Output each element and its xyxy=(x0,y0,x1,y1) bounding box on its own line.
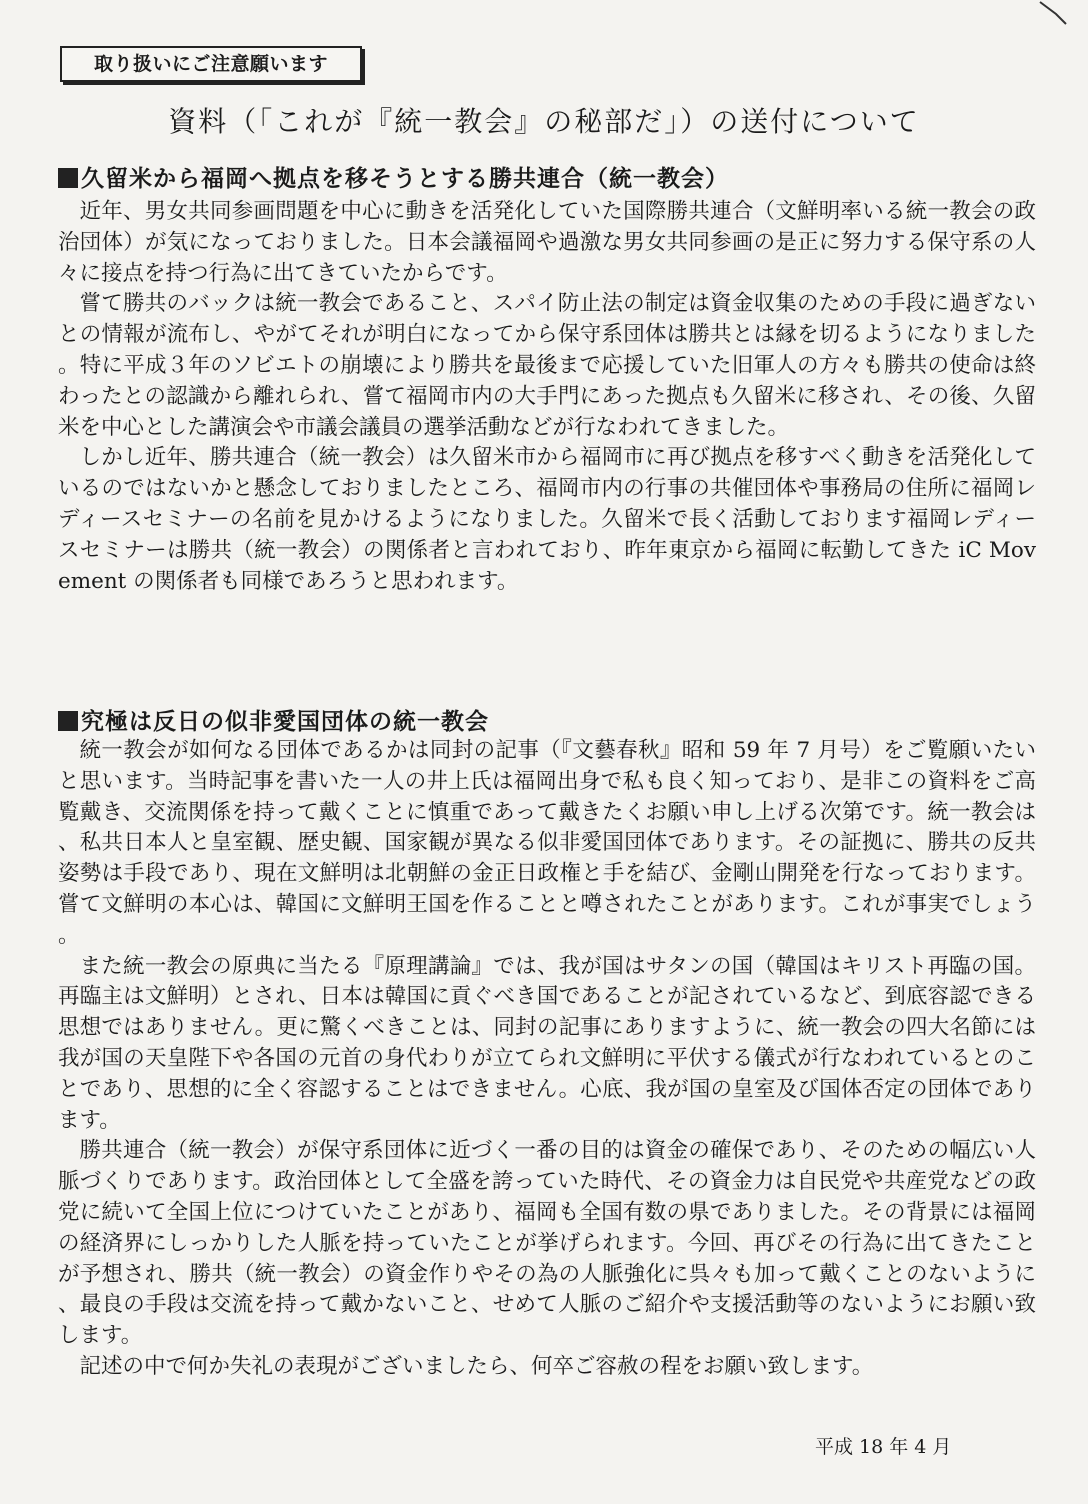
paragraph: 近年、男女共同参画問題を中心に動きを活発化していた国際勝共連合（文鮮明率いる統一教会の政治団体）が気になっておりました。日本会議福岡や過激な男女共同参画の是正に努力する保守系の人々に接点を持つ行為に出てきていたからです。 xyxy=(58,199,1036,286)
section2-body xyxy=(58,736,1036,1383)
section1-heading-text: 久留米から福岡へ拠点を移そうとする勝共連合（統一教会） xyxy=(81,165,729,192)
document-date: 平成 18 年 4 月 xyxy=(815,1436,952,1458)
section2-heading-text: 究極は反日の似非愛国団体の統一教会 xyxy=(81,708,489,735)
section2-heading xyxy=(58,703,489,736)
handling-notice-box: 取り扱いにご注意願います xyxy=(60,46,362,82)
document-title: 資料（「これが『統一教会』の秘部だ」）の送付について xyxy=(168,105,920,138)
section1-heading xyxy=(58,160,729,193)
paragraph: また統一教会の原典に当たる『原理講論』では、我が国はサタンの国（韓国はキリスト再臨の国。再臨主は文鮮明）とされ、日本は韓国に貢ぐべき国であることが記されているなど、到底容認できる思想ではありません。更に驚くべきことは、同封の記事にありますように、統一教会の四大名節には我が国の天皇陛下や各国の元首の身代わりが立てられ文鮮明に平伏する儀式が行なわれているとのことであり、思想的に全く容認することはできません。心底、我が国の皇室及び国体否定の団体であります。 xyxy=(58,953,1036,1133)
section1-body xyxy=(58,197,1036,597)
paragraph: 勝共連合（統一教会）が保守系団体に近づく一番の目的は資金の確保であり、そのための幅広い人脈づくりであります。政治団体として全盛を誇っていた時代、その資金力は自民党や共産党などの政党に続いて全国上位につけていたことがあり、福岡も全国有数の県でありました。その背景には福岡の経済界にしっかりした人脈を持っていたことが挙げられます。今回、再びその行為に出てきたことが予想され、勝共（統一教会）の資金作りやその為の人脈強化に呉々も加って戴くことのないように、最良の手段は交流を持って戴かないこと、せめて人脈のご紹介や支援活動等のないようにお願い致します。 xyxy=(58,1138,1036,1349)
paragraph: 統一教会が如何なる団体であるかは同封の記事（『文藝春秋』昭和 59 年 7 月号）をご覧願いたいと思います。当時記事を書いた一人の井上氏は福岡出身で私も良く知っており、是非この資料をご高覧戴き、交流関係を持って戴くことに慎重であって戴きたくお願い申し上げる次第です。統一教会は、私共日本人と皇室観、歴史観、国家観が異なる似非愛国団体であります。その証拠に、勝共の反共姿勢は手段であり、現在文鮮明は北朝鮮の金正日政権と手を結び、金剛山開発を行なっております。嘗て文鮮明の本心は、韓国に文鮮明王国を作ることと噂されたことがあります。これが事実でしょう。 xyxy=(58,738,1036,948)
paragraph: しかし近年、勝共連合（統一教会）は久留米市から福岡市に再び拠点を移すべく動きを活発化しているのではないかと懸念しておりましたところ、福岡市内の行事の共催団体や事務局の住所に福岡レディースセミナーの名前を見かけるようになりました。久留米で長く活動しております福岡レディースセミナーは勝共（統一教会）の関係者と言われており、昨年東京から福岡に転勤してきた iC Movement の関係者も同様であろうと思われます。 xyxy=(58,445,1036,594)
scan-scratch-mark xyxy=(1036,0,1088,36)
black-square-icon xyxy=(58,168,78,188)
paragraph: 嘗て勝共のバックは統一教会であること、スパイ防止法の制定は資金収集のための手段に過ぎないとの情報が流布し、やがてそれが明白になってから保守系団体は勝共とは縁を切るようになりました。特に平成３年のソビエトの崩壊により勝共を最後まで応援していた旧軍人の方々も勝共の使命は終わったとの認識から離れられ、嘗て福岡市内の大手門にあった拠点も久留米に移され、その後、久留米を中心とした講演会や市議会議員の選挙活動などが行なわれてきました。 xyxy=(58,291,1036,440)
black-square-icon xyxy=(58,711,78,731)
paragraph: 記述の中で何か失礼の表現がございましたら、何卒ご容赦の程をお願い致します。 xyxy=(79,1353,874,1379)
